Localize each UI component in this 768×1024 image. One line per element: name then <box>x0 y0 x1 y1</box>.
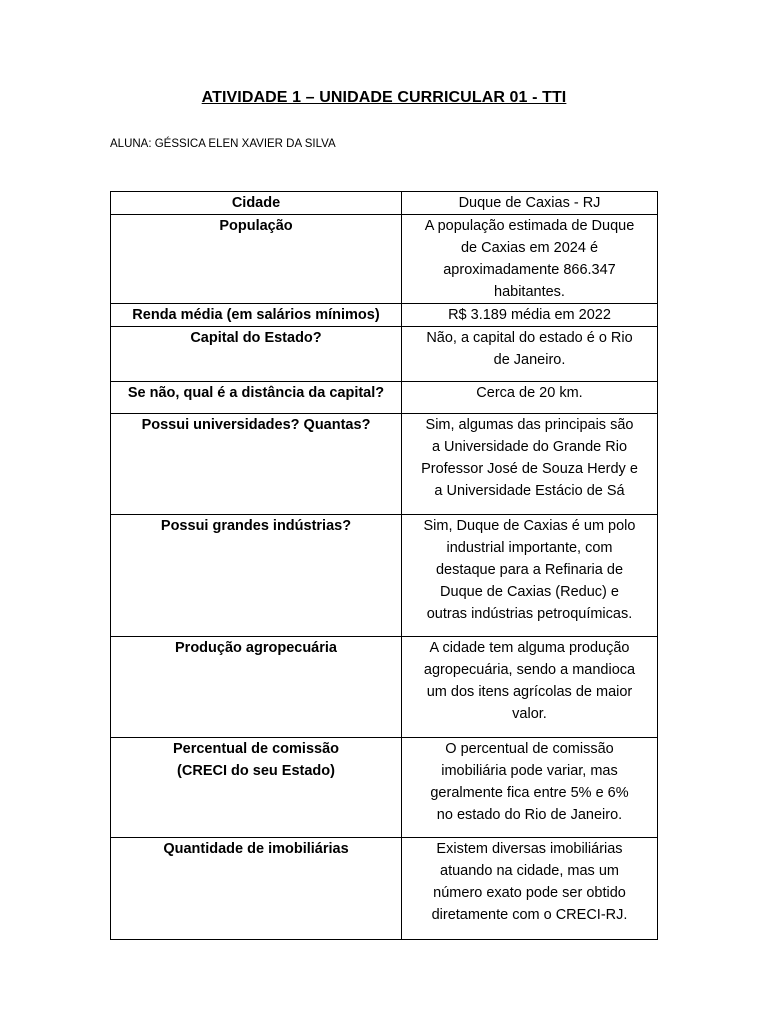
row-value: Cerca de 20 km. <box>476 385 583 401</box>
row-label: Percentual de comissão (CRECI do seu Estado) <box>172 741 339 779</box>
row-value-cell <box>402 838 658 940</box>
row-value: Sim, algumas das principais são a Universidade do Grande Rio Professor José de Souza Herdy e a Universidade Estácio de Sá <box>421 417 638 499</box>
row-label-cell <box>111 838 402 940</box>
table-row <box>111 304 658 327</box>
row-value: Não, a capital do estado é o Rio de Janeiro. <box>426 330 633 368</box>
document-title: ATIVIDADE 1 – UNIDADE CURRICULAR 01 - TTI <box>201 89 567 106</box>
row-label: Produção agropecuária <box>175 640 337 656</box>
row-value: Duque de Caxias - RJ <box>458 195 601 211</box>
row-label-cell <box>111 327 402 382</box>
row-value-cell <box>402 738 658 838</box>
row-value-cell <box>402 304 658 327</box>
student-name: ALUNA: GÉSSICA ELEN XAVIER DA SILVA <box>110 138 336 150</box>
row-label: Cidade <box>231 195 281 211</box>
row-label: Se não, qual é a distância da capital? <box>127 385 385 401</box>
row-value-cell <box>402 327 658 382</box>
row-label: Capital do Estado? <box>190 330 322 346</box>
table-row <box>111 515 658 637</box>
city-info-table <box>110 191 658 940</box>
row-label-cell <box>111 215 402 304</box>
row-label-cell <box>111 382 402 414</box>
table-row <box>111 738 658 838</box>
row-label-cell <box>111 414 402 515</box>
row-value-cell <box>402 215 658 304</box>
row-label: Possui universidades? Quantas? <box>141 417 371 433</box>
row-value: R$ 3.189 média em 2022 <box>448 307 611 323</box>
row-value-cell <box>402 382 658 414</box>
row-value: A população estimada de Duque de Caxias em 2024 é aproximadamente 866.347 habitantes. <box>424 218 635 300</box>
row-label-cell <box>111 637 402 738</box>
row-label-cell <box>111 515 402 637</box>
row-value-cell <box>402 414 658 515</box>
table-row <box>111 327 658 382</box>
row-label: Quantidade de imobiliárias <box>163 841 349 857</box>
row-value-cell <box>402 192 658 215</box>
row-value: Sim, Duque de Caxias é um polo industrial importante, com destaque para a Refinaria de Duque de Caxias (Reduc) e outras indústrias petroquímicas. <box>423 518 636 622</box>
row-value-cell <box>402 515 658 637</box>
table-row <box>111 192 658 215</box>
table-row <box>111 382 658 414</box>
table-row <box>111 838 658 940</box>
table-row <box>111 637 658 738</box>
row-value-cell <box>402 637 658 738</box>
row-label: Possui grandes indústrias? <box>160 518 352 534</box>
row-label-cell <box>111 738 402 838</box>
row-label: População <box>219 218 293 234</box>
row-label-cell <box>111 192 402 215</box>
row-label: Renda média (em salários mínimos) <box>132 307 380 323</box>
row-value: A cidade tem alguma produção agropecuária, sendo a mandioca um dos itens agrícolas de maior valor. <box>423 640 636 722</box>
row-label-cell <box>111 304 402 327</box>
row-value: Existem diversas imobiliárias atuando na cidade, mas um número exato pode ser obtido diretamente com o CRECI-RJ. <box>431 841 628 923</box>
row-value: O percentual de comissão imobiliária pode variar, mas geralmente fica entre 5% e 6% no estado do Rio de Janeiro. <box>430 741 629 823</box>
table-row <box>111 215 658 304</box>
table-row <box>111 414 658 515</box>
